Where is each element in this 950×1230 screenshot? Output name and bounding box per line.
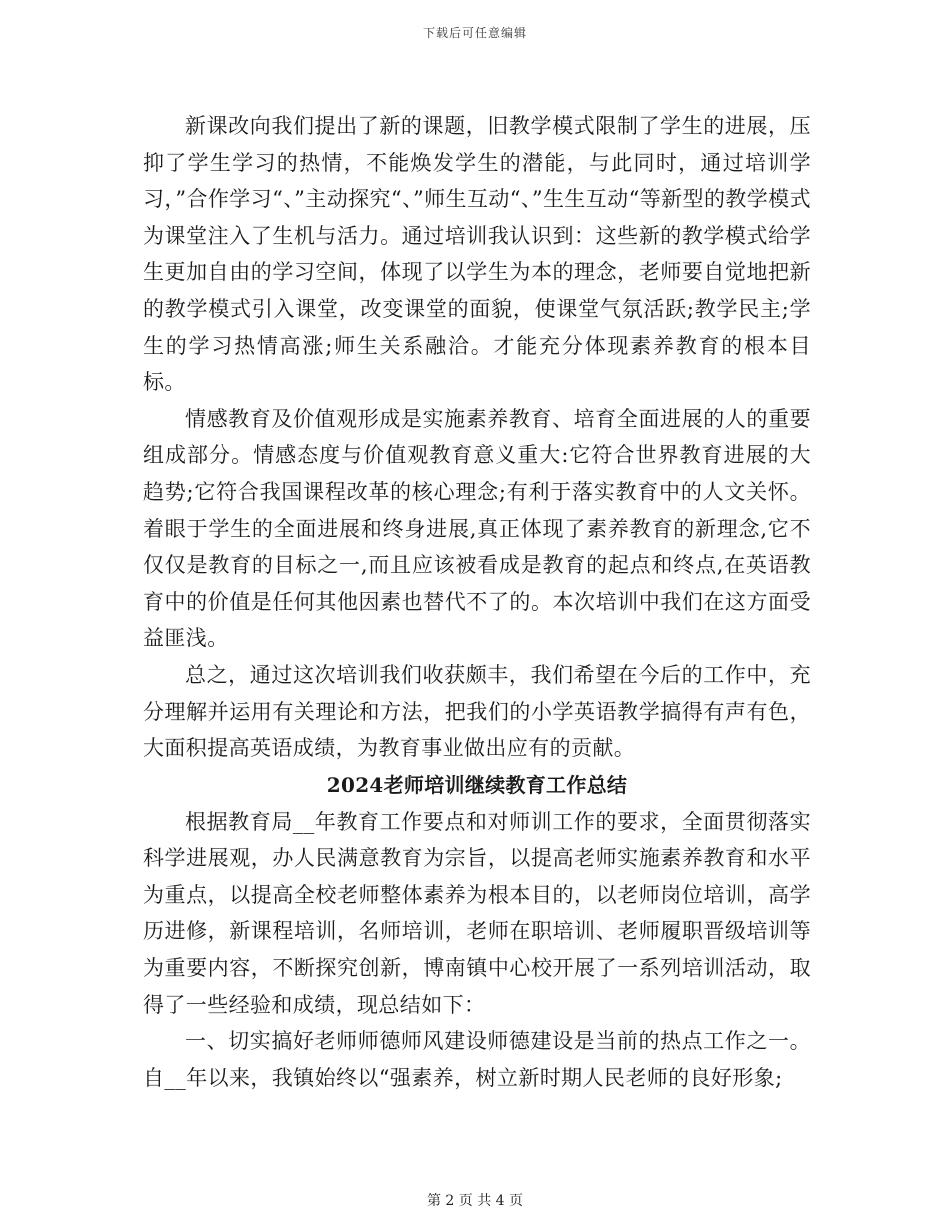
paragraph-new-curriculum: 新课改向我们提出了新的课题，旧教学模式限制了学生的进展，压抑了学生学习的热情，不能焕发学生的潜能，与此同时，通过培训学习，”合作学习“、”主动探究“、”师生互动“、”生生互动“等新型的教学模式为课堂注入了生机与活力。通过培训我认识到：这些新的教学模式给学生更加自由的学习空间，体现了以学生为本的理念，老师要自觉地把新的教学模式引入课堂，改变课堂的面貌，使课堂气氛活跃;教学民主;学生的学习热情高涨;师生关系融洽。才能充分体现素养教育的根本目标。 — [143, 114, 811, 395]
paragraph-section-one: 一、切实搞好老师师德师风建设师德建设是当前的热点工作之一。自__年以来，我镇始终以“强素养，树立新时期人民老师的良好形象; — [143, 1029, 811, 1090]
document-body — [143, 108, 811, 1096]
paragraph-intro: 根据教育局__年教育工作要点和对师训工作的要求，全面贯彻落实科学进展观，办人民满意教育为宗旨，以提高老师实施素养教育和水平为重点，以提高全校老师整体素养为根本目的，以老师岗位培训，高学历进修，新课程培训，名师培训，老师在职培训、老师履职晋级培训等为重要内容，不断探究创新，博南镇中心校开展了一系列培训活动，取得了一些经验和成绩，现总结如下： — [143, 809, 811, 1017]
page-footer: 第 2 页 共 4 页 — [426, 1193, 524, 1209]
paragraph-conclusion: 总之，通过这次培训我们收获颇丰，我们希望在今后的工作中，充分理解并运用有关理论和方法，把我们的小学英语教学搞得有声有色，大面积提高英语成绩，为教育事业做出应有的贡献。 — [143, 662, 811, 761]
page-header: 下载后可任意编辑 — [422, 26, 527, 40]
section-title: 2024老师培训继续教育工作总结 — [326, 772, 628, 797]
paragraph-emotional-education: 情感教育及价值观形成是实施素养教育、培育全面进展的人的重要组成部分。情感态度与价值观教育意义重大:它符合世界教育进展的大趋势;它符合我国课程改革的核心理念;有利于落实教育中的人文关怀。着眼于学生的全面进展和终身进展,真正体现了素养教育的新理念,它不仅仅是教育的目标之一,而且应该被看成是教育的起点和终点,在英语教育中的价值是任何其他因素也替代不了的。本次培训中我们在这方面受益匪浅。 — [143, 406, 811, 651]
